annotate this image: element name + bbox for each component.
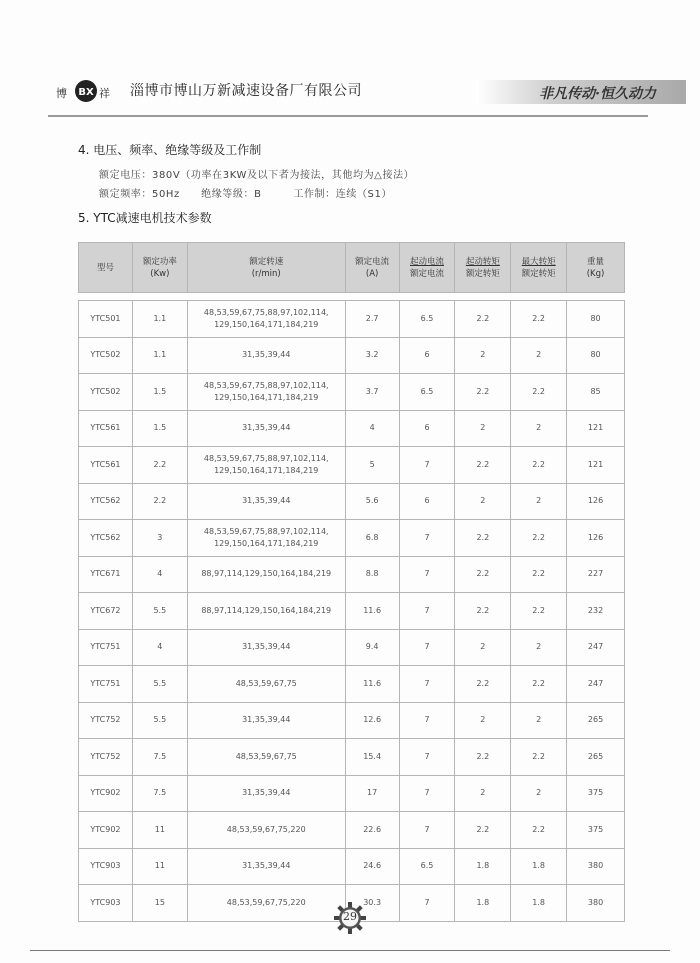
speed-line: 48,53,59,67,75 <box>235 678 297 688</box>
cell-starting-current-ratio: 7 <box>399 520 455 557</box>
cell-max-torque-ratio: 2.2 <box>511 556 567 593</box>
speed-line: 31,35,39,44 <box>242 350 291 360</box>
svg-text:博: 博 <box>56 87 67 100</box>
cell-rated-speed <box>187 739 345 776</box>
cell-model: YTC751 <box>79 666 133 703</box>
cell-max-torque-ratio: 2.2 <box>511 301 567 338</box>
cell-rated-speed <box>187 374 345 411</box>
cell-model: YTC502 <box>79 337 133 374</box>
cell-starting-current-ratio: 6 <box>399 483 455 520</box>
cell-weight: 121 <box>567 447 625 484</box>
table-header-row <box>79 243 625 293</box>
cell-max-torque-ratio: 2.2 <box>511 666 567 703</box>
table-row <box>79 812 625 849</box>
cell-starting-current-ratio: 6 <box>399 410 455 447</box>
cell-starting-current-ratio: 6 <box>399 337 455 374</box>
cell-rated-speed <box>187 556 345 593</box>
svg-text:BX: BX <box>78 87 94 98</box>
cell-starting-torque-ratio: 2.2 <box>455 520 511 557</box>
cell-rated-power: 11 <box>132 848 187 885</box>
table-row <box>79 520 625 557</box>
cell-weight: 380 <box>567 848 625 885</box>
speed-line: 129,150,164,171,184,219 <box>214 319 319 329</box>
speed-line: 48,53,59,67,75,220 <box>226 897 306 907</box>
cell-max-torque-ratio: 1.8 <box>511 885 567 922</box>
company-logo <box>56 78 120 104</box>
cell-model: YTC562 <box>79 483 133 520</box>
speed-line: 31,35,39,44 <box>242 642 291 652</box>
cell-weight: 126 <box>567 483 625 520</box>
cell-weight: 247 <box>567 629 625 666</box>
cell-max-torque-ratio: 1.8 <box>511 848 567 885</box>
svg-text:祥: 祥 <box>99 87 110 100</box>
cell-rated-speed <box>187 666 345 703</box>
cell-max-torque-ratio: 2.2 <box>511 812 567 849</box>
cell-starting-torque-ratio: 2.2 <box>455 556 511 593</box>
table-spacer-row <box>79 293 625 301</box>
cell-rated-power: 5.5 <box>132 666 187 703</box>
cell-model: YTC561 <box>79 410 133 447</box>
cell-rated-speed <box>187 702 345 739</box>
cell-starting-current-ratio: 7 <box>399 629 455 666</box>
cell-weight: 227 <box>567 556 625 593</box>
cell-weight: 375 <box>567 812 625 849</box>
header-rated-speed: 额定转速 (r/min) <box>187 243 345 293</box>
rated-voltage-line: 额定电压：380V（功率在3KW及以下者为接法，其他均为△接法） <box>99 170 415 181</box>
cell-weight: 380 <box>567 885 625 922</box>
cell-starting-torque-ratio: 2 <box>455 629 511 666</box>
speed-line: 88,97,114,129,150,164,184,219 <box>201 605 332 615</box>
cell-model: YTC902 <box>79 812 133 849</box>
speed-line: 48,53,59,67,75,88,97,102,114, <box>203 380 329 390</box>
cell-starting-current-ratio: 7 <box>399 447 455 484</box>
speed-line: 48,53,59,67,75,88,97,102,114, <box>203 453 329 463</box>
cell-weight: 80 <box>567 337 625 374</box>
cell-rated-current: 2.7 <box>345 301 399 338</box>
cell-rated-current: 30.3 <box>345 885 399 922</box>
cell-starting-current-ratio: 7 <box>399 556 455 593</box>
cell-model: YTC752 <box>79 702 133 739</box>
cell-rated-power: 1.1 <box>132 301 187 338</box>
table-row <box>79 410 625 447</box>
table-row <box>79 556 625 593</box>
cell-starting-torque-ratio: 2 <box>455 410 511 447</box>
cell-model: YTC903 <box>79 848 133 885</box>
cell-rated-power: 7.5 <box>132 739 187 776</box>
cell-weight: 85 <box>567 374 625 411</box>
cell-starting-torque-ratio: 2.2 <box>455 447 511 484</box>
header-max-torque-ratio: 最大转矩 额定转矩 <box>511 243 567 293</box>
cell-rated-power: 3 <box>132 520 187 557</box>
rated-frequency-line: 额定频率：50Hz 绝缘等级：B 工作制：连续（S1） <box>99 189 393 200</box>
speed-line: 88,97,114,129,150,164,184,219 <box>201 569 332 579</box>
cell-rated-power: 1.1 <box>132 337 187 374</box>
table-row <box>79 447 625 484</box>
cell-weight: 80 <box>567 301 625 338</box>
cell-rated-speed <box>187 483 345 520</box>
header-divider <box>48 115 648 117</box>
header-weight: 重量 (Kg) <box>567 243 625 293</box>
cell-starting-torque-ratio: 2 <box>455 775 511 812</box>
header-model: 型号 <box>79 243 133 293</box>
cell-max-torque-ratio: 2 <box>511 483 567 520</box>
cell-starting-current-ratio: 7 <box>399 666 455 703</box>
cell-starting-current-ratio: 7 <box>399 812 455 849</box>
cell-rated-speed <box>187 301 345 338</box>
header-rated-power: 额定功率 (Kw) <box>132 243 187 293</box>
slogan-text: 非凡传动·恒久动力 <box>539 86 656 102</box>
cell-starting-current-ratio: 7 <box>399 593 455 630</box>
cell-starting-torque-ratio: 2.2 <box>455 812 511 849</box>
table-row <box>79 629 625 666</box>
speed-line: 48,53,59,67,75,88,97,102,114, <box>203 526 329 536</box>
cell-starting-torque-ratio: 2.2 <box>455 301 511 338</box>
cell-rated-power: 11 <box>132 812 187 849</box>
cell-starting-torque-ratio: 2 <box>455 337 511 374</box>
company-name: 淄博市博山万新减速设备厂有限公司 <box>130 83 362 99</box>
cell-rated-current: 6.8 <box>345 520 399 557</box>
table-row <box>79 775 625 812</box>
spacer-cell <box>79 293 625 301</box>
cell-starting-current-ratio: 6.5 <box>399 301 455 338</box>
cell-starting-torque-ratio: 2 <box>455 702 511 739</box>
table-row <box>79 374 625 411</box>
cell-rated-current: 11.6 <box>345 666 399 703</box>
cell-model: YTC561 <box>79 447 133 484</box>
cell-rated-power: 2.2 <box>132 447 187 484</box>
table-row <box>79 301 625 338</box>
cell-rated-current: 22.6 <box>345 812 399 849</box>
cell-model: YTC501 <box>79 301 133 338</box>
cell-rated-power: 7.5 <box>132 775 187 812</box>
cell-max-torque-ratio: 2.2 <box>511 593 567 630</box>
cell-rated-current: 17 <box>345 775 399 812</box>
cell-weight: 232 <box>567 593 625 630</box>
cell-weight: 265 <box>567 702 625 739</box>
speed-line: 129,150,164,171,184,219 <box>214 392 319 402</box>
cell-max-torque-ratio: 2.2 <box>511 447 567 484</box>
cell-rated-speed <box>187 337 345 374</box>
cell-rated-speed <box>187 885 345 922</box>
speed-line: 31,35,39,44 <box>242 861 291 871</box>
cell-rated-current: 11.6 <box>345 593 399 630</box>
cell-rated-power: 5.5 <box>132 593 187 630</box>
cell-starting-torque-ratio: 2.2 <box>455 739 511 776</box>
cell-weight: 265 <box>567 739 625 776</box>
cell-max-torque-ratio: 2.2 <box>511 520 567 557</box>
cell-max-torque-ratio: 2 <box>511 775 567 812</box>
cell-rated-speed <box>187 848 345 885</box>
cell-rated-current: 8.8 <box>345 556 399 593</box>
cell-rated-current: 5.6 <box>345 483 399 520</box>
cell-starting-torque-ratio: 2.2 <box>455 666 511 703</box>
cell-rated-speed <box>187 812 345 849</box>
speed-line: 48,53,59,67,75,88,97,102,114, <box>203 307 329 317</box>
cell-rated-current: 5 <box>345 447 399 484</box>
cell-starting-current-ratio: 7 <box>399 775 455 812</box>
cell-starting-current-ratio: 7 <box>399 739 455 776</box>
cell-max-torque-ratio: 2.2 <box>511 374 567 411</box>
cell-rated-power: 4 <box>132 629 187 666</box>
cell-rated-power: 5.5 <box>132 702 187 739</box>
cell-starting-torque-ratio: 2.2 <box>455 374 511 411</box>
table-row <box>79 848 625 885</box>
cell-weight: 375 <box>567 775 625 812</box>
cell-model: YTC751 <box>79 629 133 666</box>
cell-starting-torque-ratio: 1.8 <box>455 885 511 922</box>
slogan-banner <box>476 80 686 104</box>
cell-max-torque-ratio: 2 <box>511 337 567 374</box>
speed-line: 31,35,39,44 <box>242 496 291 506</box>
speed-line: 129,150,164,171,184,219 <box>214 538 319 548</box>
cell-rated-current: 4 <box>345 410 399 447</box>
cell-max-torque-ratio: 2 <box>511 702 567 739</box>
cell-starting-current-ratio: 7 <box>399 702 455 739</box>
cell-starting-torque-ratio: 2 <box>455 483 511 520</box>
cell-rated-speed <box>187 593 345 630</box>
cell-starting-current-ratio: 6.5 <box>399 374 455 411</box>
cell-model: YTC902 <box>79 775 133 812</box>
cell-starting-current-ratio: 7 <box>399 885 455 922</box>
cell-max-torque-ratio: 2 <box>511 410 567 447</box>
speed-line: 48,53,59,67,75 <box>235 751 297 761</box>
header-starting-torque-ratio: 起动转矩 额定转矩 <box>455 243 511 293</box>
cell-weight: 247 <box>567 666 625 703</box>
cell-model: YTC502 <box>79 374 133 411</box>
cell-rated-speed <box>187 410 345 447</box>
speed-line: 48,53,59,67,75,220 <box>226 824 306 834</box>
page-number: 29 <box>343 910 357 923</box>
cell-starting-torque-ratio: 2.2 <box>455 593 511 630</box>
cell-rated-speed <box>187 520 345 557</box>
cell-rated-speed <box>187 775 345 812</box>
table-row <box>79 337 625 374</box>
cell-rated-current: 12.6 <box>345 702 399 739</box>
speed-line: 31,35,39,44 <box>242 423 291 433</box>
cell-starting-torque-ratio: 1.8 <box>455 848 511 885</box>
cell-rated-power: 1.5 <box>132 374 187 411</box>
table-row <box>79 483 625 520</box>
ytc-parameter-table <box>78 242 625 922</box>
cell-rated-current: 24.6 <box>345 848 399 885</box>
cell-rated-speed <box>187 629 345 666</box>
header-starting-current-ratio: 起动电流 额定电流 <box>399 243 455 293</box>
header-rated-current: 额定电流 (A) <box>345 243 399 293</box>
table-row <box>79 593 625 630</box>
cell-model: YTC671 <box>79 556 133 593</box>
cell-max-torque-ratio: 2 <box>511 629 567 666</box>
section-4-title: 4. 电压、频率、绝缘等级及工作制 <box>78 143 262 157</box>
speed-line: 31,35,39,44 <box>242 715 291 725</box>
speed-line: 31,35,39,44 <box>242 788 291 798</box>
cell-rated-current: 15.4 <box>345 739 399 776</box>
cell-rated-power: 1.5 <box>132 410 187 447</box>
cell-rated-power: 15 <box>132 885 187 922</box>
cell-model: YTC672 <box>79 593 133 630</box>
cell-rated-current: 3.2 <box>345 337 399 374</box>
cell-model: YTC752 <box>79 739 133 776</box>
speed-line: 129,150,164,171,184,219 <box>214 465 319 475</box>
table-row <box>79 666 625 703</box>
page-header <box>48 68 668 114</box>
cell-rated-current: 3.7 <box>345 374 399 411</box>
cell-model: YTC562 <box>79 520 133 557</box>
table-row <box>79 702 625 739</box>
cell-weight: 126 <box>567 520 625 557</box>
table-row <box>79 739 625 776</box>
cell-starting-current-ratio: 6.5 <box>399 848 455 885</box>
cell-weight: 121 <box>567 410 625 447</box>
cell-rated-power: 4 <box>132 556 187 593</box>
cell-model: YTC903 <box>79 885 133 922</box>
section-5-title: 5. YTC减速电机技术参数 <box>78 211 212 225</box>
cell-rated-speed <box>187 447 345 484</box>
cell-max-torque-ratio: 2.2 <box>511 739 567 776</box>
bottom-divider <box>30 950 670 951</box>
cell-rated-power: 2.2 <box>132 483 187 520</box>
cell-rated-current: 9.4 <box>345 629 399 666</box>
